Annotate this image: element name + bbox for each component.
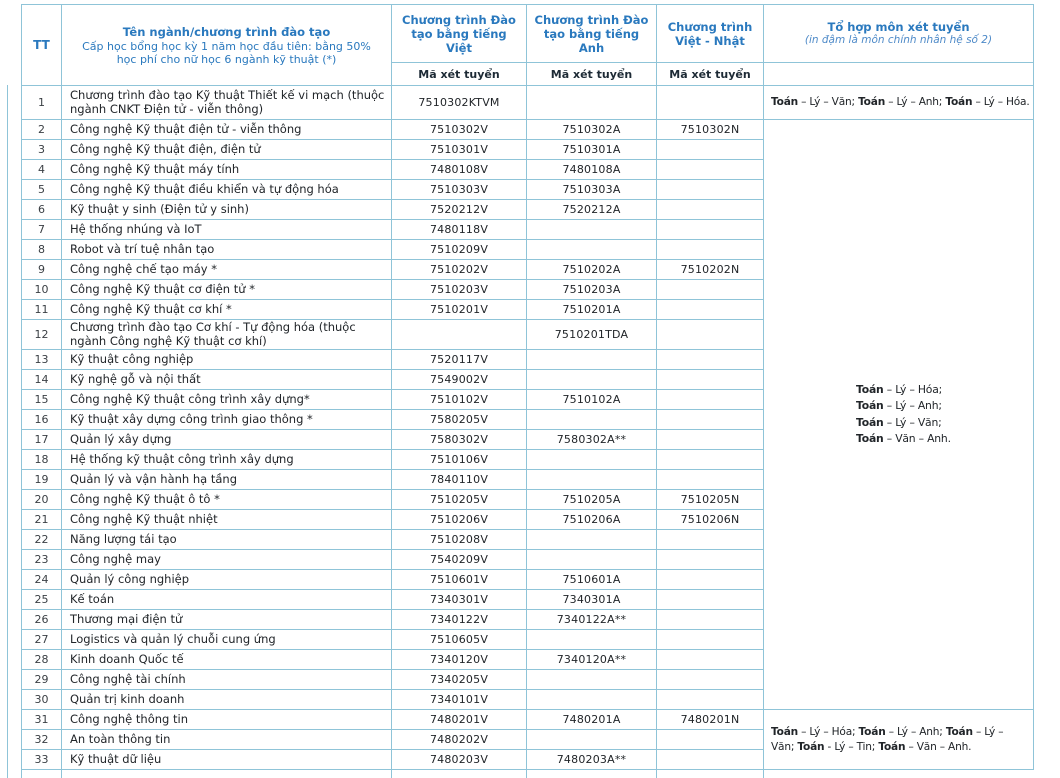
table-row <box>22 120 1034 140</box>
code-nhat-cell: 7510202N <box>657 260 764 280</box>
code-nhat-cell <box>657 550 764 570</box>
code-nhat-cell <box>657 770 764 778</box>
program-name-cell: Kỹ thuật công nghiệp <box>62 350 392 370</box>
header-row-main <box>22 5 1034 63</box>
code-anh-cell: 7510201TDA <box>527 320 657 350</box>
program-name-cell: Chương trình đào tạo Cơ khí - Tự động hóa (thuộc ngành Công nghệ Kỹ thuật cơ khí) <box>62 320 392 350</box>
code-viet-cell: 7549002V <box>392 370 527 390</box>
code-anh-cell: 7340122A** <box>527 610 657 630</box>
code-anh-cell <box>527 86 657 120</box>
col-header-program-name-title: Tên ngành/chương trình đào tạo <box>122 24 331 39</box>
code-anh-cell: 7480201A <box>527 710 657 730</box>
code-nhat-cell <box>657 410 764 430</box>
subheader-empty-cell <box>764 63 1034 86</box>
code-anh-cell: 7510301A <box>527 140 657 160</box>
code-anh-cell <box>527 630 657 650</box>
code-anh-cell <box>527 670 657 690</box>
code-nhat-cell <box>657 530 764 550</box>
row-number-cell: 25 <box>22 590 62 610</box>
row-number-cell: 31 <box>22 710 62 730</box>
code-anh-cell: 7520212A <box>527 200 657 220</box>
code-viet-cell: 7510202V <box>392 260 527 280</box>
row-number-cell: 14 <box>22 370 62 390</box>
code-viet-cell: 7340120V <box>392 650 527 670</box>
code-viet-cell: 7580302V <box>392 430 527 450</box>
program-name-cell: Kế toán <box>62 590 392 610</box>
code-viet-cell: 7520212V <box>392 200 527 220</box>
table-row-partial <box>22 770 1034 778</box>
program-name-cell: Công nghệ Kỹ thuật ô tô * <box>62 490 392 510</box>
program-name-cell: Công nghệ thông tin <box>62 710 392 730</box>
code-viet-cell: 7520117V <box>392 350 527 370</box>
program-name-cell: Công nghệ chế tạo máy * <box>62 260 392 280</box>
code-anh-cell <box>527 730 657 750</box>
admissions-table <box>21 4 1034 778</box>
code-nhat-cell: 7510206N <box>657 510 764 530</box>
col-header-subject-combination-title: Tổ hợp môn xét tuyển <box>827 20 970 34</box>
row-number-cell: 21 <box>22 510 62 530</box>
code-viet-cell: 7510301V <box>392 140 527 160</box>
code-anh-cell: 7480108A <box>527 160 657 180</box>
code-anh-cell: 7510205A <box>527 490 657 510</box>
code-nhat-cell <box>657 220 764 240</box>
row-number-cell: 11 <box>22 300 62 320</box>
table-row <box>22 86 1034 120</box>
row-number-cell: 18 <box>22 450 62 470</box>
code-nhat-cell <box>657 730 764 750</box>
code-nhat-cell <box>657 750 764 770</box>
code-viet-cell: 7510205V <box>392 490 527 510</box>
code-nhat-cell <box>657 370 764 390</box>
program-name-cell: Quản lý và vận hành hạ tầng <box>62 470 392 490</box>
program-name-cell: Quản lý xây dựng <box>62 430 392 450</box>
code-viet-cell: 7510203V <box>392 280 527 300</box>
program-name-cell: An toàn thông tin <box>62 730 392 750</box>
program-name-cell: Quản trị kinh doanh <box>62 690 392 710</box>
program-name-cell: Năng lượng tái tạo <box>62 530 392 550</box>
row-number-cell: 22 <box>22 530 62 550</box>
program-name-cell: Kỹ thuật xây dựng công trình giao thông * <box>62 410 392 430</box>
code-anh-cell <box>527 220 657 240</box>
code-anh-cell <box>527 370 657 390</box>
code-viet-cell: 7340122V <box>392 610 527 630</box>
code-anh-cell: 7510206A <box>527 510 657 530</box>
code-anh-cell: 7480203A** <box>527 750 657 770</box>
code-nhat-cell: 7510302N <box>657 120 764 140</box>
code-nhat-cell <box>657 450 764 470</box>
code-nhat-cell: 7510205N <box>657 490 764 510</box>
row-number-cell: 6 <box>22 200 62 220</box>
code-anh-cell: 7510303A <box>527 180 657 200</box>
code-viet-cell: 7340205V <box>392 670 527 690</box>
row-number-cell: 15 <box>22 390 62 410</box>
program-name-cell: Công nghệ Kỹ thuật công trình xây dựng* <box>62 390 392 410</box>
table-row <box>22 710 1034 730</box>
code-viet-cell: 7480202V <box>392 730 527 750</box>
program-name-cell: Công nghệ Kỹ thuật cơ điện tử * <box>62 280 392 300</box>
col-header-subject-combination-note: (in đậm là môn chính nhân hệ số 2) <box>804 34 993 46</box>
code-anh-cell <box>527 530 657 550</box>
row-number-cell: 17 <box>22 430 62 450</box>
code-viet-cell: 7480118V <box>392 220 527 240</box>
col-header-program-name <box>62 5 392 86</box>
row-number-cell: 32 <box>22 730 62 750</box>
program-name-cell: Công nghệ Kỹ thuật máy tính <box>62 160 392 180</box>
code-nhat-cell <box>657 300 764 320</box>
code-nhat-cell <box>657 390 764 410</box>
row-number-cell <box>22 770 62 778</box>
row-number-cell: 2 <box>22 120 62 140</box>
row-number-cell: 10 <box>22 280 62 300</box>
code-viet-cell: 7510106V <box>392 450 527 470</box>
row-number-cell: 20 <box>22 490 62 510</box>
row-number-cell: 19 <box>22 470 62 490</box>
code-viet-cell: 7480201V <box>392 710 527 730</box>
table-header <box>22 5 1034 86</box>
code-anh-cell: 7510302A <box>527 120 657 140</box>
program-name-cell: Công nghệ may <box>62 550 392 570</box>
col-header-viet-nhat-program: Chương trình Việt - Nhật <box>657 5 764 63</box>
table-body <box>22 86 1034 778</box>
row-number-cell: 29 <box>22 670 62 690</box>
code-nhat-cell <box>657 690 764 710</box>
code-nhat-cell <box>657 320 764 350</box>
code-anh-cell <box>527 240 657 260</box>
code-anh-cell <box>527 690 657 710</box>
col-header-subject-combination <box>764 5 1034 63</box>
code-anh-cell <box>527 410 657 430</box>
subject-combination-cell: Toán – Lý – Văn; Toán – Lý – Anh; Toán – Lý – Hóa. <box>764 86 1034 120</box>
code-anh-cell <box>527 770 657 778</box>
program-name-cell: Hệ thống nhúng và IoT <box>62 220 392 240</box>
code-anh-cell: 7510201A <box>527 300 657 320</box>
code-nhat-cell <box>657 350 764 370</box>
code-nhat-cell <box>657 86 764 120</box>
program-name-cell: Logistics và quản lý chuỗi cung ứng <box>62 630 392 650</box>
code-nhat-cell <box>657 430 764 450</box>
row-number-cell: 27 <box>22 630 62 650</box>
code-viet-cell: 7510605V <box>392 630 527 650</box>
col-header-english-program: Chương trình Đào tạo bằng tiếng Anh <box>527 5 657 63</box>
code-nhat-cell <box>657 470 764 490</box>
program-name-cell: Robot và trí tuệ nhân tạo <box>62 240 392 260</box>
row-number-cell: 16 <box>22 410 62 430</box>
subheader-ma-xet-tuyen-anh: Mã xét tuyển <box>527 63 657 86</box>
program-name-cell: Kinh doanh Quốc tế <box>62 650 392 670</box>
program-name-cell: Quản lý công nghiệp <box>62 570 392 590</box>
row-number-cell: 24 <box>22 570 62 590</box>
page-left-rule <box>7 85 8 778</box>
subheader-ma-xet-tuyen-nhat: Mã xét tuyển <box>657 63 764 86</box>
row-number-cell: 9 <box>22 260 62 280</box>
code-viet-cell: 7840110V <box>392 470 527 490</box>
code-nhat-cell <box>657 650 764 670</box>
code-viet-cell: 7510601V <box>392 570 527 590</box>
code-anh-cell: 7340301A <box>527 590 657 610</box>
code-nhat-cell <box>657 200 764 220</box>
code-nhat-cell <box>657 240 764 260</box>
code-nhat-cell <box>657 630 764 650</box>
program-name-cell: Kỹ thuật dữ liệu <box>62 750 392 770</box>
program-name-cell: Công nghệ Kỹ thuật điện tử - viễn thông <box>62 120 392 140</box>
code-nhat-cell <box>657 180 764 200</box>
code-nhat-cell <box>657 280 764 300</box>
code-anh-cell <box>527 550 657 570</box>
code-nhat-cell <box>657 570 764 590</box>
row-number-cell: 12 <box>22 320 62 350</box>
row-number-cell: 7 <box>22 220 62 240</box>
row-number-cell: 30 <box>22 690 62 710</box>
program-name-cell: Kỹ nghệ gỗ và nội thất <box>62 370 392 390</box>
subject-combination-cell: Toán – Lý – Hóa; Toán – Lý – Anh; Toán – Lý – Văn; Toán – Văn – Anh. <box>764 120 1034 710</box>
row-number-cell: 13 <box>22 350 62 370</box>
code-nhat-cell <box>657 590 764 610</box>
code-anh-cell: 7510203A <box>527 280 657 300</box>
row-number-cell: 1 <box>22 86 62 120</box>
code-viet-cell: 7510302KTVM <box>392 86 527 120</box>
code-anh-cell: 7510601A <box>527 570 657 590</box>
row-number-cell: 23 <box>22 550 62 570</box>
code-anh-cell <box>527 350 657 370</box>
col-header-vietnamese-program: Chương trình Đào tạo bằng tiếng Việt <box>392 5 527 63</box>
code-anh-cell <box>527 450 657 470</box>
code-viet-cell: 7340301V <box>392 590 527 610</box>
program-name-cell: Thương mại điện tử <box>62 610 392 630</box>
code-anh-cell: 7340120A** <box>527 650 657 670</box>
code-anh-cell <box>527 470 657 490</box>
row-number-cell: 3 <box>22 140 62 160</box>
code-anh-cell: 7580302A** <box>527 430 657 450</box>
code-nhat-cell <box>657 670 764 690</box>
code-viet-cell: 7510206V <box>392 510 527 530</box>
program-name-cell: Công nghệ tài chính <box>62 670 392 690</box>
program-name-cell: Công nghệ Kỹ thuật điện, điện tử <box>62 140 392 160</box>
code-viet-cell: 7480203V <box>392 750 527 770</box>
code-viet-cell: 7510302V <box>392 120 527 140</box>
subheader-ma-xet-tuyen-viet: Mã xét tuyển <box>392 63 527 86</box>
code-viet-cell: 7510102V <box>392 390 527 410</box>
row-number-cell: 4 <box>22 160 62 180</box>
code-viet-cell: 7510208V <box>392 530 527 550</box>
code-anh-cell: 7510102A <box>527 390 657 410</box>
code-nhat-cell <box>657 140 764 160</box>
program-name-cell <box>62 770 392 778</box>
code-viet-cell: 7480108V <box>392 160 527 180</box>
code-viet-cell: 7540209V <box>392 550 527 570</box>
code-viet-cell: 7510303V <box>392 180 527 200</box>
col-header-tt: TT <box>22 5 62 86</box>
code-viet-cell <box>392 320 527 350</box>
code-viet-cell <box>392 770 527 778</box>
row-number-cell: 28 <box>22 650 62 670</box>
code-viet-cell: 7510201V <box>392 300 527 320</box>
program-name-cell: Công nghệ Kỹ thuật điều khiển và tự động hóa <box>62 180 392 200</box>
row-number-cell: 26 <box>22 610 62 630</box>
program-name-cell: Công nghệ Kỹ thuật cơ khí * <box>62 300 392 320</box>
code-nhat-cell <box>657 610 764 630</box>
code-nhat-cell: 7480201N <box>657 710 764 730</box>
row-number-cell: 8 <box>22 240 62 260</box>
program-name-cell: Công nghệ Kỹ thuật nhiệt <box>62 510 392 530</box>
program-name-cell: Chương trình đào tạo Kỹ thuật Thiết kế vi mạch (thuộc ngành CNKT Điện tử - viễn thông) <box>62 86 392 120</box>
row-number-cell: 5 <box>22 180 62 200</box>
program-name-cell: Kỹ thuật y sinh (Điện tử y sinh) <box>62 200 392 220</box>
code-viet-cell: 7580205V <box>392 410 527 430</box>
col-header-scholarship-note: Cấp học bổng học kỳ 1 năm học đầu tiên: bằng 50% học phí cho nữ học 6 ngành kỹ thuật (*) <box>82 39 371 66</box>
subject-combination-cell: Toán – Lý – Hóa; Toán – Lý – Anh; Toán – Lý – Văn; Toán - Lý – Tin; Toán – Văn – Anh. <box>764 710 1034 770</box>
row-number-cell: 33 <box>22 750 62 770</box>
program-name-cell: Hệ thống kỹ thuật công trình xây dựng <box>62 450 392 470</box>
code-anh-cell: 7510202A <box>527 260 657 280</box>
code-viet-cell: 7510209V <box>392 240 527 260</box>
code-viet-cell: 7340101V <box>392 690 527 710</box>
code-nhat-cell <box>657 160 764 180</box>
